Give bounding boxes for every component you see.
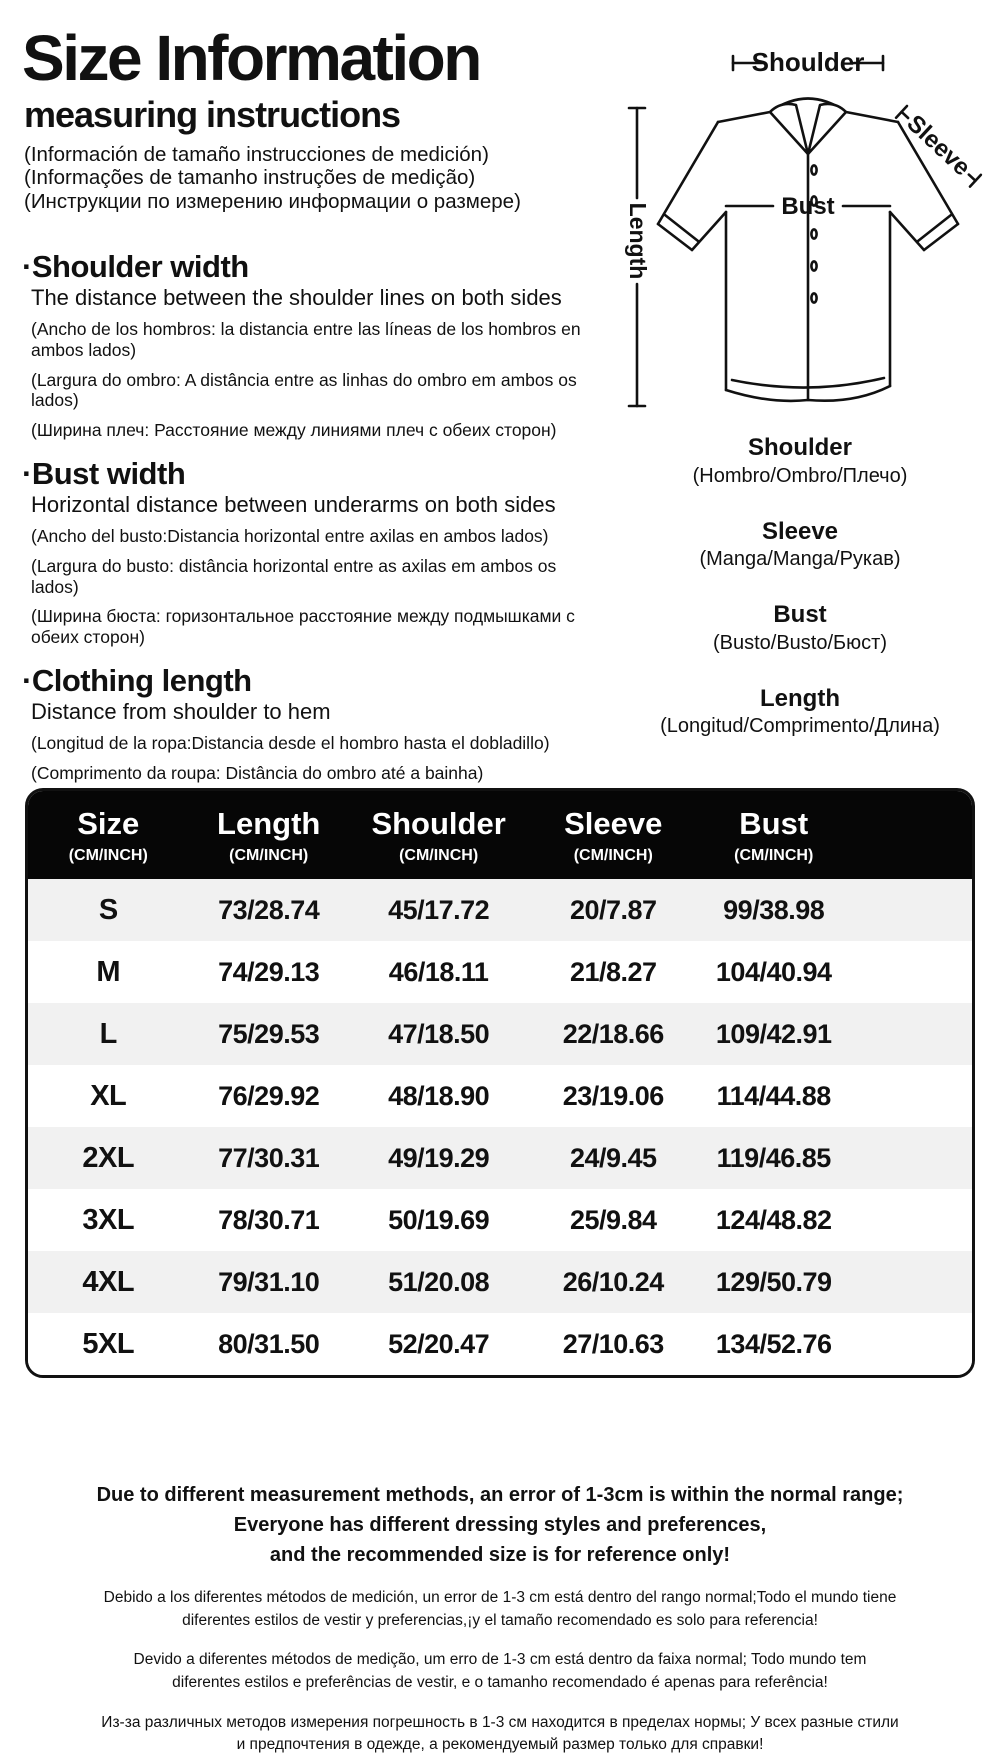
cell-length: 78/30.71	[218, 1204, 320, 1235]
cell-shoulder: 45/17.72	[388, 894, 490, 925]
section-description: The distance between the shoulder lines on both sides	[31, 285, 562, 311]
table-row-2xl	[28, 1127, 972, 1189]
cell-sleeve: 25/9.84	[569, 1204, 657, 1235]
column-unit: (CM/INCH)	[734, 847, 814, 864]
column-unit: (CM/INCH)	[399, 847, 479, 864]
cell-sleeve: 24/9.45	[569, 1142, 657, 1173]
section-description: Horizontal distance between underarms on both sides	[31, 492, 556, 518]
column-header-length	[188, 806, 348, 865]
column-unit: (CM/INCH)	[573, 847, 653, 864]
cell-sleeve: 22/18.66	[562, 1018, 664, 1049]
cell-size: S	[98, 893, 118, 926]
legend-item-length	[610, 685, 990, 739]
section-translation-pt: (Largura do ombro: A distância entre as linhas do ombro em ambos os lados)	[31, 369, 577, 411]
cell-bust: 104/40.94	[715, 956, 832, 987]
column-label: Shoulder	[371, 806, 506, 841]
diagram-bust-label: Bust	[781, 193, 835, 220]
section-translation-es: (Ancho del busto:Distancia horizontal entre axilas en ambos lados)	[31, 526, 549, 547]
disclaimer-pt-line: diferentes estilos e preferências de vestir, e o tamanho recomendado é apenas para referência!	[172, 1673, 828, 1691]
section-translation-pt: (Largura do busto: distância horizontal entre as axilas em ambos os lados)	[31, 556, 557, 597]
section-translation-es: (Ancho de los hombros: la distancia entre las líneas de los hombros en ambos lados)	[31, 319, 581, 361]
legend-translation: (Manga/Manga/Рукав)	[699, 548, 901, 571]
section-translation-ru: (Ширина бюста: горизонтальное расстояние между подмышками с обеих сторон)	[31, 606, 575, 647]
table-header-row	[28, 791, 972, 879]
table-row-s	[28, 879, 972, 941]
size-chart-table	[25, 788, 975, 1378]
cell-shoulder: 49/19.29	[388, 1142, 490, 1173]
section-shoulder-width	[22, 248, 582, 441]
section-bust-width	[22, 455, 582, 648]
disclaimer	[0, 1480, 1000, 1757]
cell-length: 80/31.50	[218, 1328, 320, 1359]
shirt-buttons	[811, 165, 816, 302]
cell-length: 75/29.53	[218, 1018, 320, 1049]
section-title	[22, 248, 582, 284]
cell-length: 77/30.31	[218, 1142, 320, 1173]
table-row-5xl	[28, 1313, 972, 1375]
diagram-sleeve-label: Sleeve	[901, 109, 976, 182]
disclaimer-ru-line: Из-за различных методов измерения погрешность в 1-3 см находится в пределах нормы; У всех разные стили	[101, 1713, 899, 1731]
disclaimer-ru-line: и предпочтения в одежде, а рекомендуемый размер только для справки!	[236, 1736, 764, 1754]
legend-name: Sleeve	[761, 517, 839, 545]
cell-shoulder: 46/18.11	[388, 956, 489, 987]
cell-bust: 134/52.76	[715, 1328, 832, 1359]
cell-size: 5XL	[82, 1327, 135, 1360]
cell-shoulder: 52/20.47	[388, 1328, 490, 1359]
legend-name: Shoulder	[747, 434, 852, 461]
cell-bust: 119/46.85	[716, 1142, 831, 1173]
section-description: Distance from shoulder to hem	[31, 699, 331, 725]
column-unit: (CM/INCH)	[229, 847, 309, 864]
table-row-xl	[28, 1065, 972, 1127]
cell-bust: 129/50.79	[715, 1266, 832, 1297]
legend-item-shoulder	[610, 434, 990, 488]
disclaimer-es-line: diferentes estilos de vestir y preferencias,¡y el tamaño recomendado es solo para referencia!	[182, 1611, 818, 1629]
column-unit: (CM/INCH)	[68, 847, 148, 864]
section-title-text: Bust width	[31, 455, 186, 491]
section-title	[22, 662, 582, 698]
cell-size: 3XL	[82, 1203, 135, 1236]
section-translation-pt: (Comprimento da roupa: Distância do ombro até a bainha)	[31, 762, 484, 783]
shirt-outline	[629, 56, 981, 406]
legend-name: Bust	[773, 601, 827, 629]
section-translation-es: (Longitud de la ropa:Distancia desde el hombro hasta el dobladillo)	[31, 733, 550, 754]
disclaimer-en-line: Everyone has different dressing styles and preferences,	[233, 1514, 767, 1536]
section-title-text: Clothing length	[31, 662, 252, 698]
page-subtitle: measuring instructions	[24, 94, 401, 136]
table-row-3xl	[28, 1189, 972, 1251]
cell-size: L	[99, 1017, 117, 1050]
legend-translation: (Longitud/Comprimento/Длина)	[660, 715, 940, 738]
diagram-shoulder-label: Shoulder	[751, 47, 865, 77]
column-header-shoulder	[349, 806, 528, 865]
cell-size: M	[96, 955, 121, 988]
diagram-length-label: Length	[625, 202, 651, 280]
cell-length: 73/28.74	[218, 894, 320, 925]
disclaimer-en-line: Due to different measurement methods, an error of 1-3cm is within the normal range;	[96, 1484, 904, 1506]
cell-sleeve: 23/19.06	[562, 1080, 664, 1111]
cell-size: 4XL	[82, 1265, 135, 1298]
legend-item-bust	[610, 601, 990, 655]
cell-shoulder: 50/19.69	[388, 1204, 490, 1235]
diagram-column	[610, 38, 990, 768]
disclaimer-en-line: and the recommended size is for reference only!	[269, 1544, 731, 1566]
disclaimer-pt-line: Devido a diferentes métodos de medição, um erro de 1-3 cm está dentro da faixa normal; Todo mundo tem	[133, 1651, 867, 1669]
section-title-text: Shoulder width	[31, 248, 249, 284]
cell-shoulder: 48/18.90	[388, 1080, 490, 1111]
bullet: ·	[22, 455, 32, 491]
cell-bust: 99/38.98	[723, 894, 825, 925]
cell-sleeve: 21/8.27	[569, 956, 657, 987]
cell-sleeve: 27/10.63	[562, 1328, 664, 1359]
shirt-measurement-diagram	[610, 38, 990, 418]
disclaimer-ru	[0, 1712, 1000, 1757]
bullet: ·	[22, 248, 32, 284]
section-translation-ru: (Ширина плеч: Расстояние между линиями плеч с обеих сторон)	[31, 420, 557, 441]
column-header-bust	[698, 806, 849, 865]
cell-shoulder: 47/18.50	[388, 1018, 490, 1049]
cell-sleeve: 26/10.24	[562, 1266, 664, 1297]
disclaimer-es-line: Debido a los diferentes métodos de medición, un error de 1-3 cm está dentro del rango normal;Todo el mundo tiene	[103, 1589, 897, 1606]
column-label: Length	[217, 806, 321, 841]
section-title	[22, 455, 582, 491]
legend-item-sleeve	[610, 518, 990, 572]
cell-bust: 124/48.82	[715, 1204, 832, 1235]
cell-bust: 114/44.88	[716, 1080, 831, 1111]
subtitle-translation-pt: (Informações de tamanho instruções de medição)	[24, 166, 476, 190]
bullet: ·	[22, 662, 32, 698]
disclaimer-pt	[0, 1649, 1000, 1694]
column-label: Bust	[739, 806, 809, 841]
column-header-size	[28, 806, 188, 865]
cell-length: 79/31.10	[218, 1266, 320, 1297]
legend-translation: (Busto/Busto/Бюст)	[712, 631, 887, 654]
cell-size: XL	[90, 1079, 127, 1112]
disclaimer-en	[0, 1480, 1000, 1570]
cell-sleeve: 20/7.87	[569, 894, 657, 925]
cell-bust: 109/42.91	[715, 1018, 832, 1049]
cell-size: 2XL	[82, 1141, 135, 1174]
cell-length: 74/29.13	[218, 956, 320, 987]
subtitle-translation-ru: (Инструкции по измерению информации о размере)	[24, 189, 521, 213]
column-label: Sleeve	[564, 806, 663, 841]
subtitle-translation-es: (Información de tamaño instrucciones de medición)	[24, 143, 489, 167]
column-label: Size	[77, 806, 140, 841]
cell-length: 76/29.92	[218, 1080, 320, 1111]
page-title: Size Information	[22, 22, 480, 94]
legend-name: Length	[760, 684, 840, 712]
legend-translation: (Hombro/Ombro/Плечо)	[692, 464, 908, 487]
table-row-m	[28, 941, 972, 1003]
instructions-column	[22, 22, 582, 822]
cell-shoulder: 51/20.08	[388, 1266, 490, 1297]
table-row-4xl	[28, 1251, 972, 1313]
disclaimer-es	[0, 1587, 1000, 1632]
table-row-l	[28, 1003, 972, 1065]
diagram-legend	[610, 434, 990, 738]
column-header-sleeve	[528, 806, 698, 865]
